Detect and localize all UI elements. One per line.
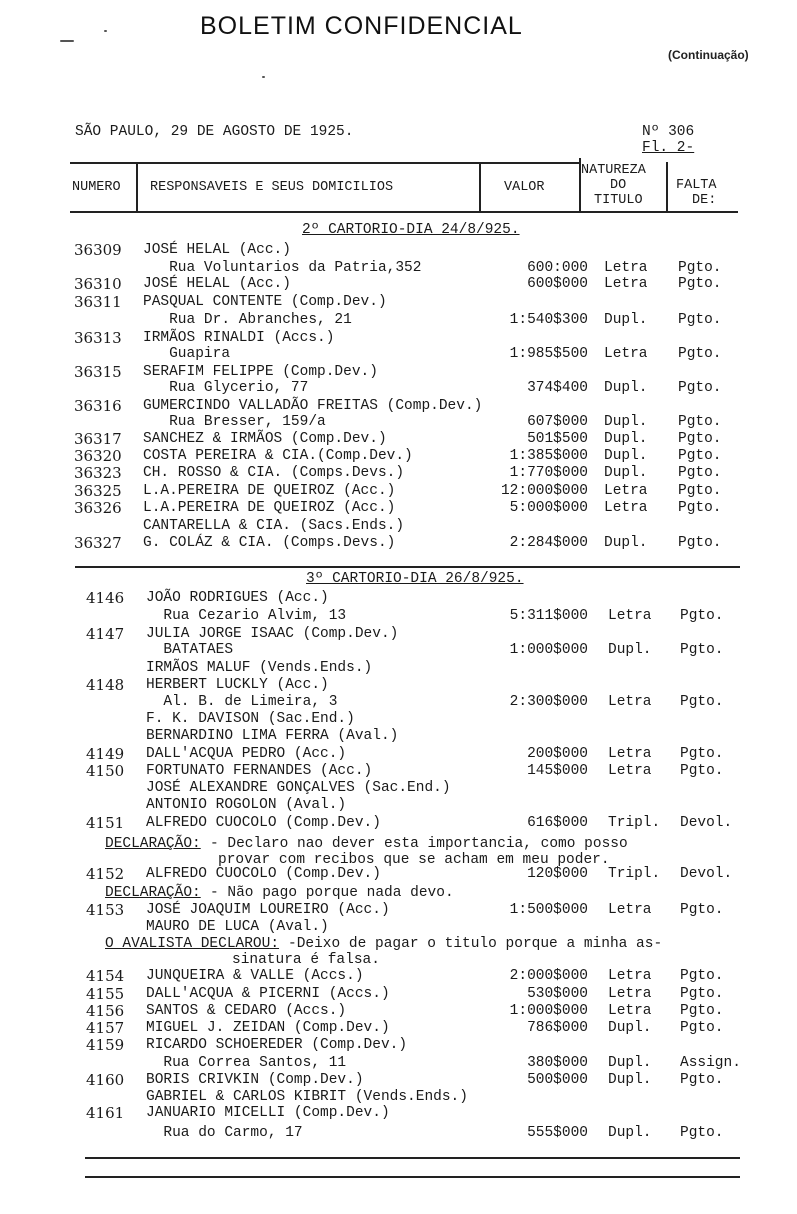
row-number: 4156 — [86, 1002, 125, 1020]
row-valor: 500$000 — [527, 1072, 588, 1088]
row-number: 36311 — [74, 293, 122, 311]
row-valor: 1:500$000 — [509, 902, 588, 918]
row-falta: Assign. — [680, 1055, 741, 1071]
row-number: 4161 — [86, 1104, 125, 1122]
row-natureza: Letra — [608, 1003, 652, 1019]
row-valor: 2:284$000 — [509, 535, 588, 551]
row-responsavel: MIGUEL J. ZEIDAN (Comp.Dev.) — [146, 1020, 390, 1036]
row-valor: 380$000 — [527, 1055, 588, 1071]
row-responsavel: BERNARDINO LIMA FERRA (Aval.) — [146, 728, 399, 744]
declaration-label: DECLARAÇÃO: — [105, 836, 201, 852]
row-number: 4146 — [86, 589, 125, 607]
row-natureza: Letra — [608, 694, 652, 710]
header-divider — [479, 162, 481, 212]
row-responsavel: L.A.PEREIRA DE QUEIROZ (Acc.) — [143, 483, 396, 499]
declaration-text: - Declaro nao dever esta importancia, como posso — [210, 836, 628, 852]
row-valor: 1:540$300 — [509, 312, 588, 328]
footer-rule — [85, 1176, 740, 1178]
ink-speck — [60, 40, 74, 42]
row-number: 4159 — [86, 1036, 125, 1054]
row-valor: 616$000 — [527, 815, 588, 831]
row-falta: Pgto. — [680, 968, 724, 984]
row-falta: Pgto. — [680, 763, 724, 779]
row-natureza: Letra — [604, 276, 648, 292]
row-responsavel: CH. ROSSO & CIA. (Comps.Devs.) — [143, 465, 405, 481]
row-number: 36320 — [74, 447, 122, 465]
row-number: 36317 — [74, 430, 122, 448]
row-valor: 1:985$500 — [509, 346, 588, 362]
row-responsavel: Rua Bresser, 159/a — [143, 414, 326, 430]
ink-speck — [262, 76, 265, 78]
row-natureza: Letra — [608, 968, 652, 984]
row-responsavel: HERBERT LUCKLY (Acc.) — [146, 677, 329, 693]
row-natureza: Dupl. — [604, 431, 648, 447]
row-falta: Devol. — [680, 815, 733, 831]
row-responsavel: JUNQUEIRA & VALLE (Accs.) — [146, 968, 364, 984]
row-falta: Pgto. — [680, 608, 724, 624]
row-natureza: Dupl. — [608, 1020, 652, 1036]
sheet-label: Fl. 2- — [642, 140, 695, 156]
row-responsavel: Rua Voluntarios da Patria,352 — [143, 260, 422, 276]
row-natureza: Letra — [608, 986, 652, 1002]
row-responsavel: ALFREDO CUOCOLO (Comp.Dev.) — [146, 815, 381, 831]
row-natureza: Letra — [608, 902, 652, 918]
row-responsavel: IRMÃOS RINALDI (Accs.) — [143, 330, 335, 346]
row-responsavel: JOSÉ JOAQUIM LOUREIRO (Acc.) — [146, 902, 390, 918]
row-valor: 600:000 — [527, 260, 588, 276]
row-number: 4149 — [86, 745, 125, 763]
section-heading-2-cartorio: 2º CARTORIO-DIA 24/8/925. — [302, 222, 520, 238]
row-natureza: Dupl. — [604, 448, 648, 464]
header-bottom-rule — [70, 211, 738, 213]
header-divider — [136, 162, 138, 212]
row-falta: Pgto. — [680, 902, 724, 918]
row-number: 36309 — [74, 241, 122, 259]
row-responsavel: L.A.PEREIRA DE QUEIROZ (Acc.) — [143, 500, 396, 516]
row-falta: Pgto. — [678, 448, 722, 464]
row-natureza: Dupl. — [604, 380, 648, 396]
row-valor: 530$000 — [527, 986, 588, 1002]
row-number: 4147 — [86, 625, 125, 643]
row-valor: 786$000 — [527, 1020, 588, 1036]
col-header-responsaveis: RESPONSAVEIS E SEUS DOMICILIOS — [150, 180, 394, 195]
row-valor: 120$000 — [527, 866, 588, 882]
row-responsavel: JOÃO RODRIGUES (Acc.) — [146, 590, 329, 606]
row-responsavel: PASQUAL CONTENTE (Comp.Dev.) — [143, 294, 387, 310]
row-number: 4153 — [86, 901, 125, 919]
row-number: 4152 — [86, 865, 125, 883]
row-responsavel: COSTA PEREIRA & CIA.(Comp.Dev.) — [143, 448, 413, 464]
row-natureza: Letra — [604, 346, 648, 362]
avalista-declaration-label: O AVALISTA DECLAROU: — [105, 936, 280, 952]
row-natureza: Dupl. — [604, 312, 648, 328]
bulletin-number: Nº 306 — [642, 124, 695, 140]
footer-rule — [85, 1157, 740, 1159]
aval-name: MAURO DE LUCA (Aval.) — [146, 919, 329, 935]
row-responsavel: CANTARELLA & CIA. (Sacs.Ends.) — [143, 518, 405, 534]
row-falta: Pgto. — [680, 1003, 724, 1019]
row-number: 36315 — [74, 363, 122, 381]
row-number: 4148 — [86, 676, 125, 694]
row-responsavel: SANTOS & CEDARO (Accs.) — [146, 1003, 347, 1019]
row-falta: Pgto. — [680, 1072, 724, 1088]
row-natureza: Dupl. — [604, 465, 648, 481]
col-header-natureza-1: NATUREZA — [581, 163, 646, 178]
avalista-declaration-text-continued: sinatura é falsa. — [232, 952, 380, 968]
row-falta: Pgto. — [678, 380, 722, 396]
row-falta: Pgto. — [680, 746, 724, 762]
row-natureza: Letra — [604, 260, 648, 276]
row-falta: Pgto. — [680, 1125, 724, 1141]
row-number: 4160 — [86, 1071, 125, 1089]
col-header-falta-2: DE: — [692, 193, 717, 208]
col-header-valor: VALOR — [504, 180, 545, 195]
row-natureza: Letra — [608, 746, 652, 762]
row-natureza: Tripl. — [608, 815, 661, 831]
declaration-text: - Não pago porque nada devo. — [210, 885, 454, 901]
row-natureza: Dupl. — [604, 414, 648, 430]
row-responsavel: SANCHEZ & IRMÃOS (Comp.Dev.) — [143, 431, 387, 447]
row-number: 36323 — [74, 464, 122, 482]
page-title: BOLETIM CONFIDENCIAL — [200, 12, 523, 40]
row-number: 36310 — [74, 275, 122, 293]
col-header-natureza-3: TITULO — [594, 193, 643, 208]
row-responsavel: DALL'ACQUA PEDRO (Acc.) — [146, 746, 347, 762]
row-number: 4157 — [86, 1019, 125, 1037]
row-responsavel: Rua Dr. Abranches, 21 — [143, 312, 352, 328]
dateline: SÃO PAULO, 29 DE AGOSTO DE 1925. — [75, 124, 354, 140]
row-responsavel: DALL'ACQUA & PICERNI (Accs.) — [146, 986, 390, 1002]
row-responsavel: RICARDO SCHOEREDER (Comp.Dev.) — [146, 1037, 408, 1053]
row-falta: Pgto. — [680, 986, 724, 1002]
header-top-rule — [70, 162, 580, 164]
row-falta: Pgto. — [678, 414, 722, 430]
ink-speck — [104, 30, 107, 32]
col-header-numero: NUMERO — [72, 180, 121, 195]
row-natureza: Dupl. — [604, 535, 648, 551]
col-header-falta-1: FALTA — [676, 178, 717, 193]
row-valor: 2:000$000 — [509, 968, 588, 984]
row-falta: Pgto. — [678, 431, 722, 447]
row-valor: 1:000$000 — [509, 642, 588, 658]
row-responsavel: JOSÉ HELAL (Acc.) — [143, 242, 291, 258]
row-natureza: Dupl. — [608, 1055, 652, 1071]
row-natureza: Tripl. — [608, 866, 661, 882]
row-responsavel: JOSÉ ALEXANDRE GONÇALVES (Sac.End.) — [146, 780, 451, 796]
declaration-label: DECLARAÇÃO: — [105, 885, 201, 901]
row-falta: Pgto. — [678, 346, 722, 362]
row-natureza: Letra — [608, 608, 652, 624]
row-valor: 1:770$000 — [509, 465, 588, 481]
row-falta: Pgto. — [678, 483, 722, 499]
row-valor: 145$000 — [527, 763, 588, 779]
row-responsavel: GABRIEL & CARLOS KIBRIT (Vends.Ends.) — [146, 1089, 468, 1105]
row-valor: 5:000$000 — [509, 500, 588, 516]
col-header-natureza-2: DO — [610, 178, 627, 193]
row-valor: 1:385$000 — [509, 448, 588, 464]
row-falta: Pgto. — [678, 465, 722, 481]
row-responsavel: JULIA JORGE ISAAC (Comp.Dev.) — [146, 626, 399, 642]
row-number: 36325 — [74, 482, 122, 500]
row-natureza: Letra — [604, 483, 648, 499]
row-responsavel: Rua do Carmo, 17 — [146, 1125, 303, 1141]
row-valor: 2:300$000 — [509, 694, 588, 710]
row-responsavel: Guapira — [143, 346, 231, 362]
row-falta: Devol. — [680, 866, 733, 882]
row-number: 36316 — [74, 397, 122, 415]
declaration-text-continued: provar com recibos que se acham em meu poder. — [218, 852, 610, 868]
row-responsavel: ANTONIO ROGOLON (Aval.) — [146, 797, 347, 813]
row-valor: 555$000 — [527, 1125, 588, 1141]
row-natureza: Dupl. — [608, 642, 652, 658]
row-falta: Pgto. — [678, 260, 722, 276]
row-responsavel: Rua Correa Santos, 11 — [146, 1055, 347, 1071]
row-responsavel: GUMERCINDO VALLADÃO FREITAS (Comp.Dev.) — [143, 398, 483, 414]
row-valor: 600$000 — [527, 276, 588, 292]
row-valor: 1:000$000 — [509, 1003, 588, 1019]
row-falta: Pgto. — [680, 1020, 724, 1036]
row-number: 36327 — [74, 534, 122, 552]
row-number: 4150 — [86, 762, 125, 780]
row-responsavel: F. K. DAVISON (Sac.End.) — [146, 711, 355, 727]
row-natureza: Dupl. — [608, 1125, 652, 1141]
header-divider — [666, 162, 668, 212]
row-responsavel: SERAFIM FELIPPE (Comp.Dev.) — [143, 364, 378, 380]
row-falta: Pgto. — [678, 500, 722, 516]
row-falta: Pgto. — [678, 535, 722, 551]
section-divider — [75, 566, 740, 568]
row-responsavel: JANUARIO MICELLI (Comp.Dev.) — [146, 1105, 390, 1121]
row-natureza: Letra — [608, 763, 652, 779]
row-responsavel: IRMÃOS MALUF (Vends.Ends.) — [146, 660, 373, 676]
row-natureza: Dupl. — [608, 1072, 652, 1088]
row-valor: 607$000 — [527, 414, 588, 430]
row-responsavel: ALFREDO CUOCOLO (Comp.Dev.) — [146, 866, 381, 882]
row-valor: 200$000 — [527, 746, 588, 762]
row-falta: Pgto. — [680, 642, 724, 658]
row-valor: 374$400 — [527, 380, 588, 396]
row-valor: 12:000$000 — [500, 483, 588, 499]
row-number: 4151 — [86, 814, 125, 832]
row-natureza: Letra — [604, 500, 648, 516]
row-number: 4155 — [86, 985, 125, 1003]
row-responsavel: FORTUNATO FERNANDES (Acc.) — [146, 763, 373, 779]
row-responsavel: JOSÉ HELAL (Acc.) — [143, 276, 291, 292]
row-number: 4154 — [86, 967, 125, 985]
row-number: 36326 — [74, 499, 122, 517]
row-valor: 5:311$000 — [509, 608, 588, 624]
row-responsavel: Rua Cezario Alvim, 13 — [146, 608, 347, 624]
row-responsavel: BATATAES — [146, 642, 234, 658]
row-number: 36313 — [74, 329, 122, 347]
row-responsavel: Rua Glycerio, 77 — [143, 380, 309, 396]
row-falta: Pgto. — [678, 276, 722, 292]
row-responsavel: Al. B. de Limeira, 3 — [146, 694, 338, 710]
row-falta: Pgto. — [680, 694, 724, 710]
row-valor: 501$500 — [527, 431, 588, 447]
section-heading-3-cartorio: 3º CARTORIO-DIA 26/8/925. — [306, 571, 524, 587]
row-falta: Pgto. — [678, 312, 722, 328]
row-responsavel: BORIS CRIVKIN (Comp.Dev.) — [146, 1072, 364, 1088]
row-responsavel: G. COLÁZ & CIA. (Comps.Devs.) — [143, 535, 396, 551]
continuation-label: (Continuação) — [668, 48, 749, 62]
avalista-declaration-text: -Deixo de pagar o titulo porque a minha as- — [288, 936, 663, 952]
